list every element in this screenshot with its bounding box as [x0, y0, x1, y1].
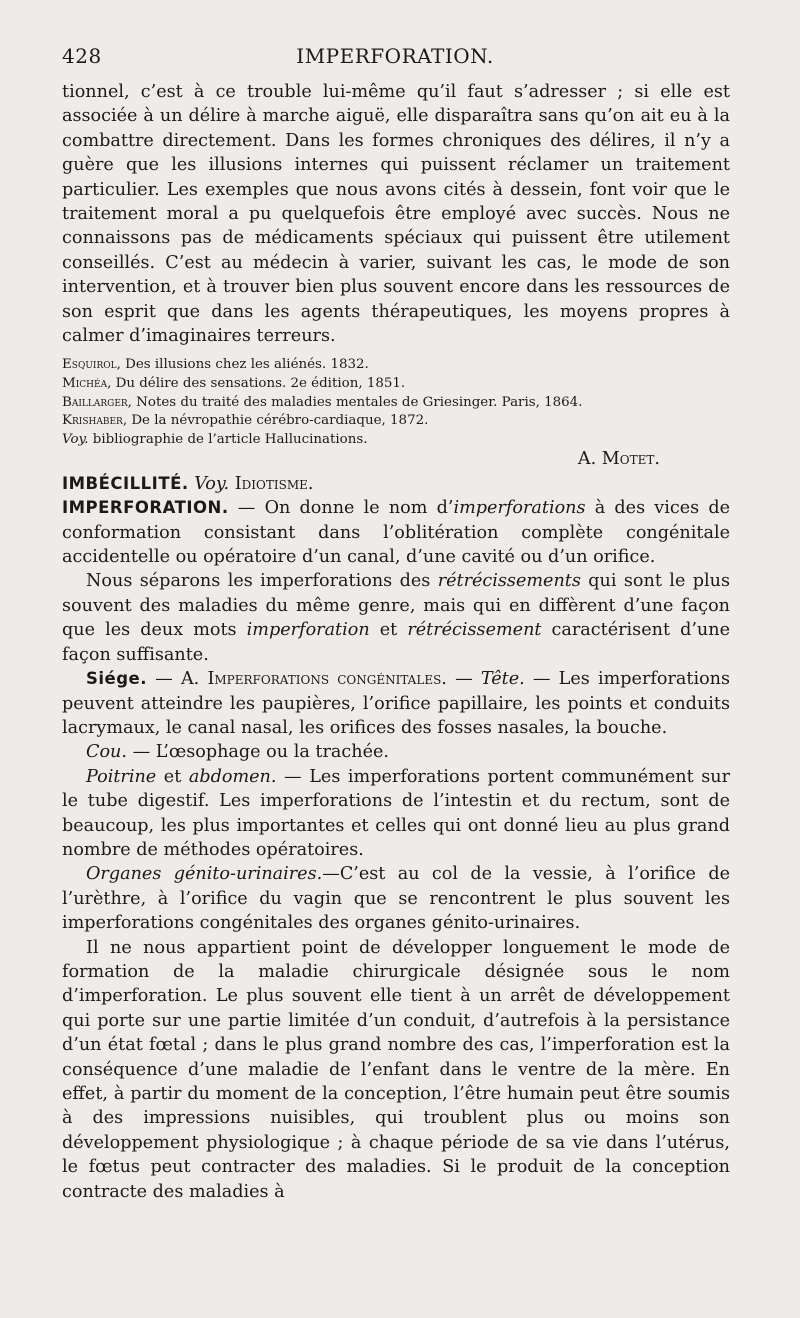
- author-signature: A. Motet.: [577, 449, 660, 470]
- text-run: et: [156, 766, 189, 787]
- text-run-smallcaps: Imperforations congénitales.: [207, 669, 447, 690]
- page-header: [62, 44, 728, 76]
- text-run: —: [446, 669, 481, 690]
- text-run-italic: rétrécissements: [437, 571, 581, 592]
- text-run: — Les imperforations portent communément sur le tube digestif. Les imperforations de l’intestin et du rectum, sont de beaucoup, les plus importantes et celles qui ont donné lieu au plus grand nombre de méthodes opératoires.: [62, 766, 731, 860]
- reference-item: [62, 356, 730, 375]
- text-run: Nous séparons les imperforations des: [86, 571, 438, 592]
- text-run: — On donne le nom d’: [228, 498, 454, 519]
- text-run-italic: Poitrine: [86, 766, 157, 787]
- text-run-italic: Organes génito-urinaires.: [86, 864, 323, 885]
- running-title: IMPERFORATION.: [296, 44, 494, 68]
- text-run: caractérisent d’une façon suffisante.: [62, 620, 731, 665]
- reference-item: [62, 375, 730, 394]
- text-run-italic: imperforations: [453, 498, 586, 519]
- paragraph: [62, 862, 730, 935]
- paragraph: tionnel, c’est à ce trouble lui-même qu’il faut s’adresser ; si elle est associée à un délire à marche aiguë, elle disparaîtra sans qu’on ait eu à la combattre directement. Dans les formes chroniques des délires, il n’y a guère que les illusions internes qui puissent réclamer un traitement particulier. Les exemples que nous avons cités à dessein, font voir que le traitement moral a pu quelquefois être employé avec succès. Nous ne connaissons pas de médicaments spéciaux qui puissent être utilement conseillés. C’est au médecin à varier, suivant les cas, le mode de son intervention, et à trouver bien plus souvent encore dans les ressources de son esprit que dans les agents thérapeutiques, les moyens propres à calmer d’imaginaires terreurs.: [62, 82, 730, 347]
- text-run-italic: rétrécissement: [407, 620, 542, 641]
- cross-ref-target: Idiotisme.: [234, 473, 314, 494]
- text-run-italic: abdomen.: [188, 766, 277, 787]
- text-run: — Les imperforations peuvent atteindre les paupières, l’orifice papillaire, les points et conduits lacrymaux, le canal nasal, les orifices des fosses nasales, la bouche.: [62, 669, 731, 738]
- text-run: — L’œsophage ou la trachée.: [126, 742, 389, 763]
- reference-author: Krishaber: [62, 413, 123, 429]
- text-run: et: [369, 620, 408, 641]
- reference-author: Michéa: [62, 376, 108, 392]
- text-run: à des vices de conformation consistant dans l’oblitération complète congénitale accidentelle ou opératoire d’un canal, d’une cavité ou d’un orifice.: [62, 498, 730, 568]
- cross-ref-voy: Voy.: [194, 473, 230, 494]
- text-run-italic: Cou.: [86, 742, 127, 763]
- entry-imperforation: [62, 496, 730, 569]
- text-run-italic: Tête.: [480, 669, 525, 690]
- reference-author: Esquirol: [62, 357, 117, 373]
- paragraph-siege: [62, 667, 730, 740]
- paragraph: Il ne nous appartient point de développer longuement le mode de formation de la maladie chirurgicale désignée sous le nom d’imperforation. Le plus souvent elle tient à un arrêt de développement qui porte sur une partie limitée d’un conduit, d’autrefois à la persistance d’un état fœtal ; dans le plus grand nombre des cas, l’imperforation est la conséquence d’une maladie de l’enfant dans le ventre de la mère. En effet, à partir du moment de la conception, l’être humain peut être soumis à des impressions nuisibles, qui troublent plus ou moins son développement physiologique ; à chaque période de sa vie dans l’utérus, le fœtus peut contracter des maladies. Si le produit de la conception contracte des maladies à: [62, 937, 730, 1202]
- reference-text: , Du délire des sensations. 2e édition, 1851.: [107, 376, 406, 392]
- reference-item: [62, 412, 730, 431]
- text-run: qui sont le plus souvent des maladies du même genre, mais qui en diffèrent d’une façon que les deux mots: [62, 571, 730, 641]
- paragraph: [62, 569, 730, 667]
- reference-text: , De la névropathie cérébro-cardiaque, 1872.: [122, 413, 429, 429]
- reference-text: , Des illusions chez les aliénés. 1832.: [116, 357, 369, 373]
- text-run: —C’est au col de la vessie, à l’orifice de l’urèthre, à l’orifice du vagin que se rencontrent le plus souvent les imperforations congénitales des organes génito-urinaires.: [62, 864, 730, 934]
- paragraph: [62, 740, 730, 764]
- page-body: [62, 80, 730, 1204]
- reference-text: bibliographie de l’article Hallucinations.: [88, 431, 368, 447]
- entry-imbecillite: [62, 472, 730, 496]
- paragraph: [62, 765, 730, 863]
- reference-item: [62, 394, 730, 413]
- entry-heading: IMBÉCILLITÉ.: [62, 473, 189, 493]
- bibliography: [62, 356, 730, 449]
- text-run-italic: imperforation: [246, 620, 370, 641]
- reference-text: , Notes du traité des maladies mentales de Griesinger. Paris, 1864.: [127, 394, 583, 410]
- text-run: — A.: [147, 669, 208, 690]
- entry-heading: IMPERFORATION.: [62, 498, 229, 518]
- subheading: Siége.: [86, 669, 147, 689]
- page-number: 428: [62, 44, 102, 68]
- reference-author: Baillarger: [62, 394, 128, 410]
- reference-author: Voy.: [62, 431, 89, 447]
